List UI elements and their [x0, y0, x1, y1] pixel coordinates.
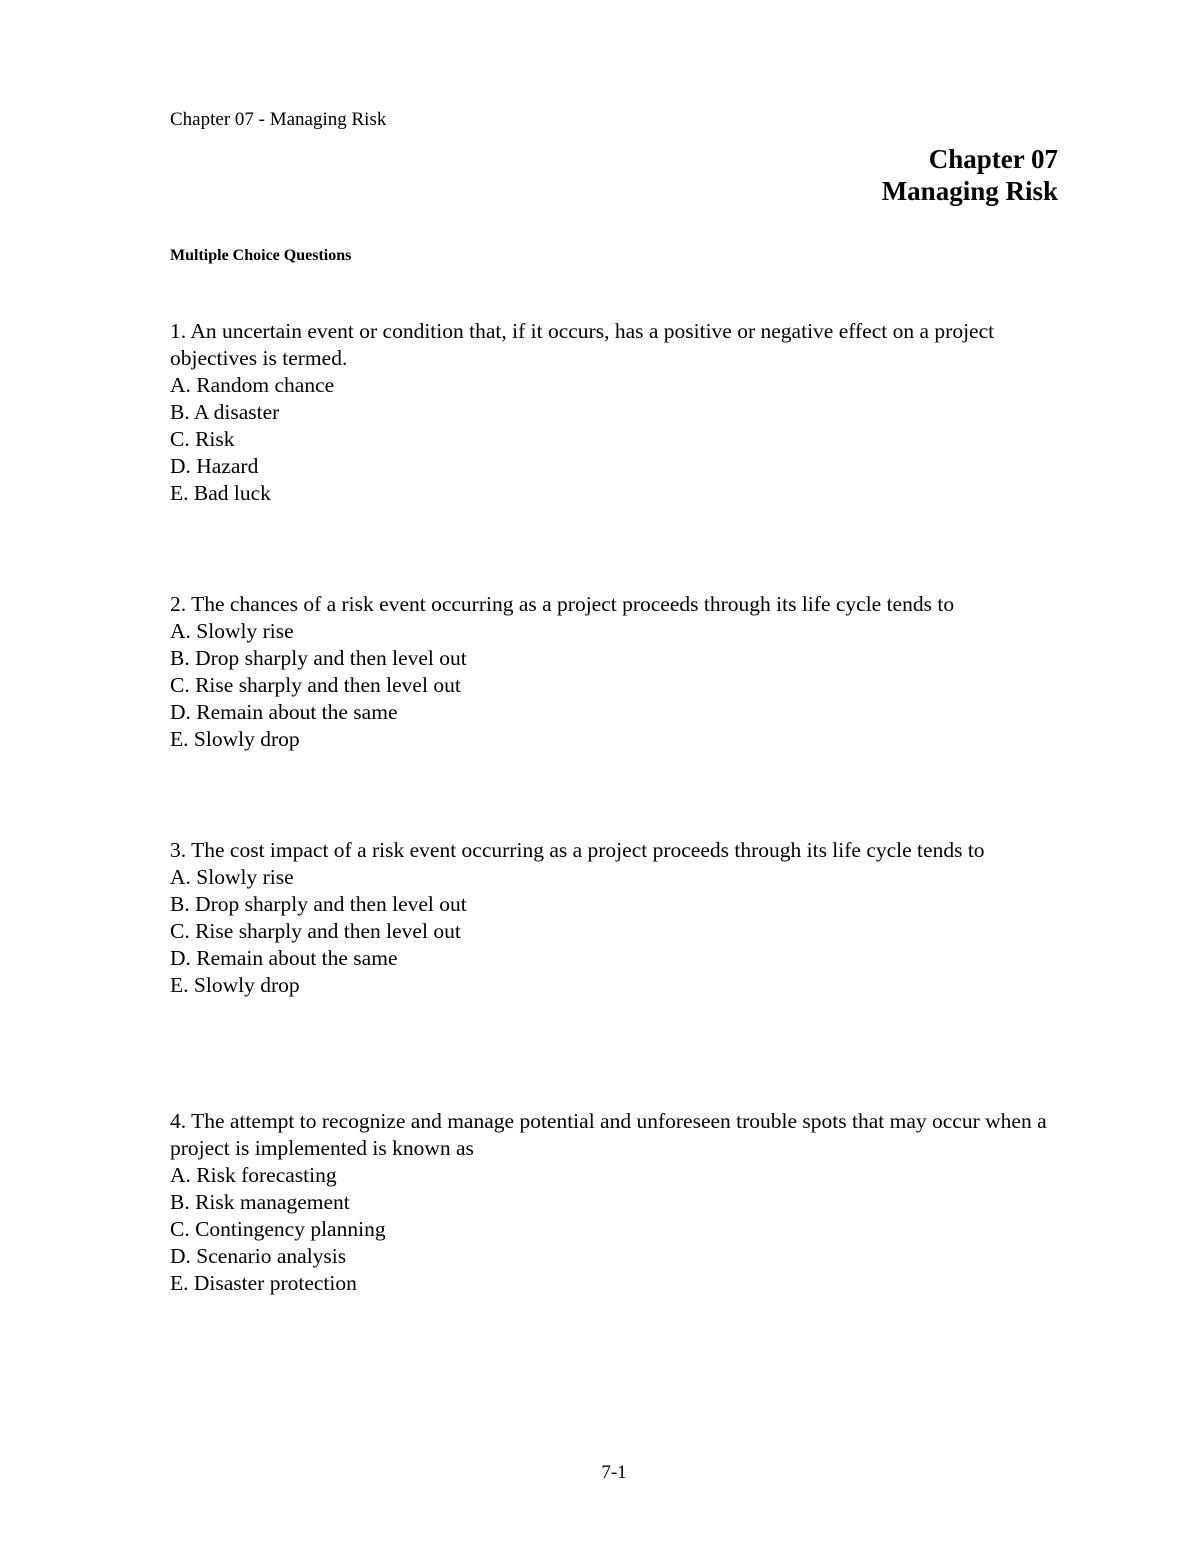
answer-option: E. Disaster protection: [170, 1271, 357, 1295]
answer-options: [170, 864, 1070, 999]
answer-options: [170, 372, 1070, 507]
question-2: [170, 591, 1070, 753]
answer-option: D. Remain about the same: [170, 700, 398, 724]
question-4: [170, 1108, 1070, 1297]
answer-option: A. Random chance: [170, 373, 335, 397]
chapter-title-block: [882, 143, 1058, 207]
answer-option: C. Contingency planning: [170, 1217, 386, 1241]
answer-option: D. Scenario analysis: [170, 1244, 347, 1268]
question-stem: 2. The chances of a risk event occurring as a project proceeds through its life cycle tends to: [170, 592, 955, 616]
question-stem: 4. The attempt to recognize and manage potential and unforeseen trouble spots that may occur when a project is implemented is known as: [170, 1109, 1047, 1160]
answer-options: [170, 618, 1070, 753]
answer-option: C. Rise sharply and then level out: [170, 673, 461, 697]
answer-option: E. Slowly drop: [170, 727, 300, 751]
answer-option: A. Slowly rise: [170, 865, 294, 889]
chapter-title: Managing Risk: [881, 176, 1058, 206]
answer-option: B. A disaster: [170, 400, 280, 424]
answer-option: C. Rise sharply and then level out: [170, 919, 461, 943]
answer-option: B. Drop sharply and then level out: [170, 892, 467, 916]
running-header: Chapter 07 - Managing Risk: [170, 109, 387, 130]
answer-option: B. Risk management: [170, 1190, 350, 1214]
answer-option: D. Remain about the same: [170, 946, 398, 970]
answer-option: C. Risk: [170, 427, 235, 451]
page-number: 7-1: [601, 1462, 627, 1483]
section-heading: Multiple Choice Questions: [170, 247, 352, 264]
answer-option: A. Slowly rise: [170, 619, 294, 643]
answer-options: [170, 1162, 1070, 1297]
answer-option: E. Bad luck: [170, 481, 271, 505]
chapter-number: Chapter 07: [928, 144, 1058, 174]
answer-option: B. Drop sharply and then level out: [170, 646, 467, 670]
question-3: [170, 837, 1070, 999]
question-stem: 1. An uncertain event or condition that, if it occurs, has a positive or negative effect on a project objectives is termed.: [170, 319, 995, 370]
answer-option: E. Slowly drop: [170, 973, 300, 997]
question-stem: 3. The cost impact of a risk event occurring as a project proceeds through its life cycle tends to: [170, 838, 985, 862]
answer-option: A. Risk forecasting: [170, 1163, 337, 1187]
answer-option: D. Hazard: [170, 454, 259, 478]
question-1: [170, 318, 1070, 507]
